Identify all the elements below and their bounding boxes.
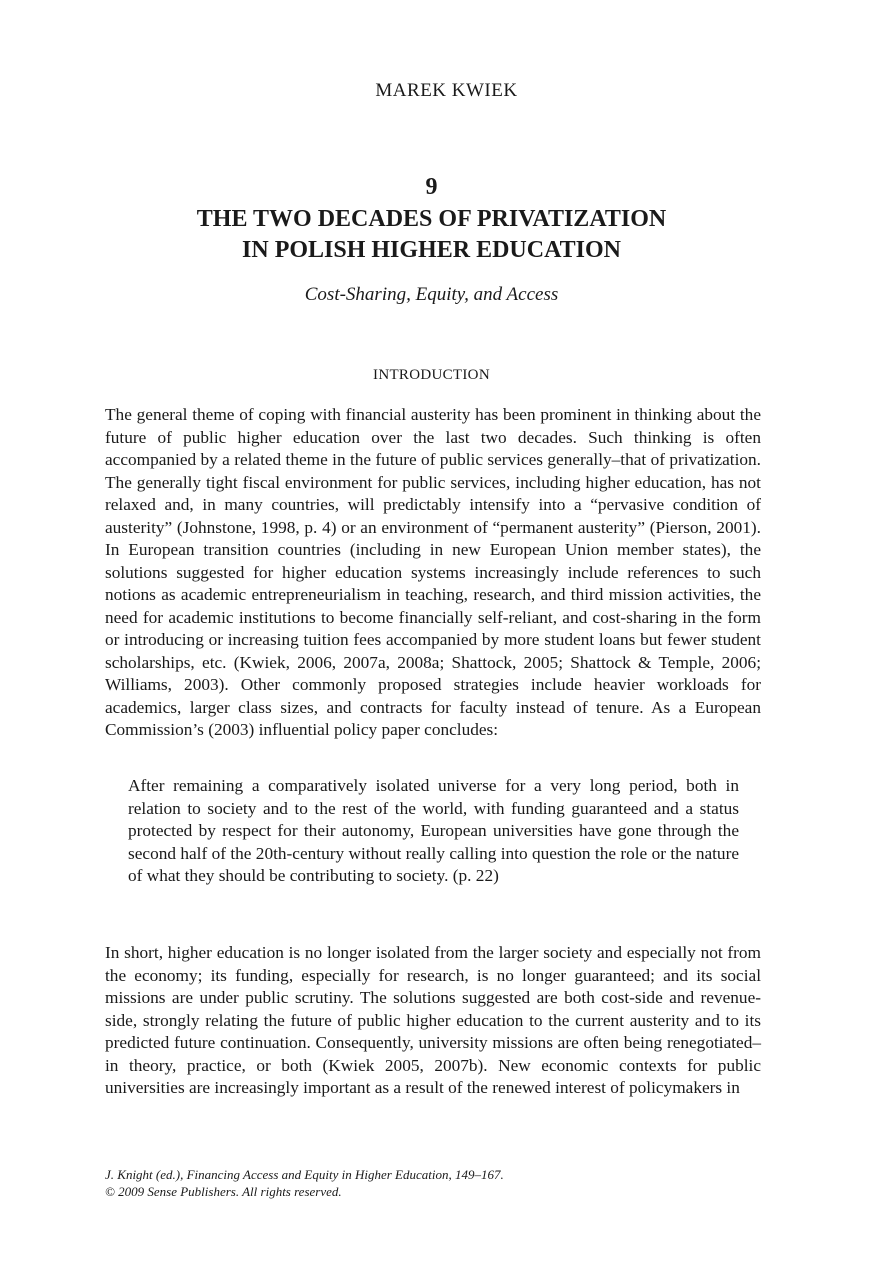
running-header-author: MAREK KWIEK [375, 80, 518, 101]
chapter-number: 9 [425, 174, 438, 200]
footer-citation [105, 1166, 705, 1200]
section-heading: INTRODUCTION [373, 367, 490, 383]
footer-copyright: © 2009 Sense Publishers. All rights reserved. [105, 1184, 342, 1199]
body-paragraph-2: In short, higher education is no longer isolated from the larger society and especially not from the economy; its funding, especially for research, is no longer guaranteed; and its social missions are under public scrutiny. The solutions suggested are both cost-side and revenue-side, strongly relating the future of public higher education to the current austerity and to its predicted future continuation. Consequently, university missions are often being renegotiated–in theory, practice, or both (Kwiek 2005, 2007b). New economic contexts for public universities are increasingly important as a result of the renewed interest of policymakers in [105, 943, 761, 1097]
block-quote: After remaining a comparatively isolated universe for a very long period, both in relation to society and to the rest of the world, with funding guaranteed and a status protected by respect for their autonomy, European universities have gone through the second half of the 20th-century without really calling into question the role or the nature of what they should be contributing to society. (p. 22) [128, 776, 739, 885]
chapter-title-line-1: THE TWO DECADES OF PRIVATIZATION [196, 206, 667, 232]
chapter-title-line-2: IN POLISH HIGHER EDUCATION [242, 237, 621, 263]
body-paragraph-1: The general theme of coping with financial austerity has been prominent in thinking about the future of public higher education over the last two decades. Such thinking is often accompanied by a related theme in the future of public services generally–that of privatization. The generally tight fiscal environment for public services, including higher education, has not relaxed and, in many countries, will predictably intensify into a “pervasive condition of austerity” (Johnstone, 1998, p. 4) or an environment of “permanent austerity” (Pierson, 2001). In European transition countries (including in new European Union member states), the solutions suggested for higher education systems increasingly include references to such notions as academic entrepreneurialism in teaching, research, and third mission activities, the need for academic institutions to become financially self-reliant, and cost-sharing in the form or introducing or increasing tuition fees accompanied by more student loans but fewer student scholarships, etc. (Kwiek, 2006, 2007a, 2008a; Shattock, 2005; Shattock & Temple, 2006; Williams, 2003). Other commonly proposed strategies include heavier workloads for academics, larger class sizes, and contracts for faculty instead of tenure. As a European Commission’s (2003) influential policy paper concludes: [105, 405, 761, 739]
chapter-title [0, 204, 863, 266]
chapter-subtitle: Cost-Sharing, Equity, and Access [304, 284, 559, 305]
footer-source: J. Knight (ed.), Financing Access and Equity in Higher Education, 149–167. [105, 1167, 504, 1182]
